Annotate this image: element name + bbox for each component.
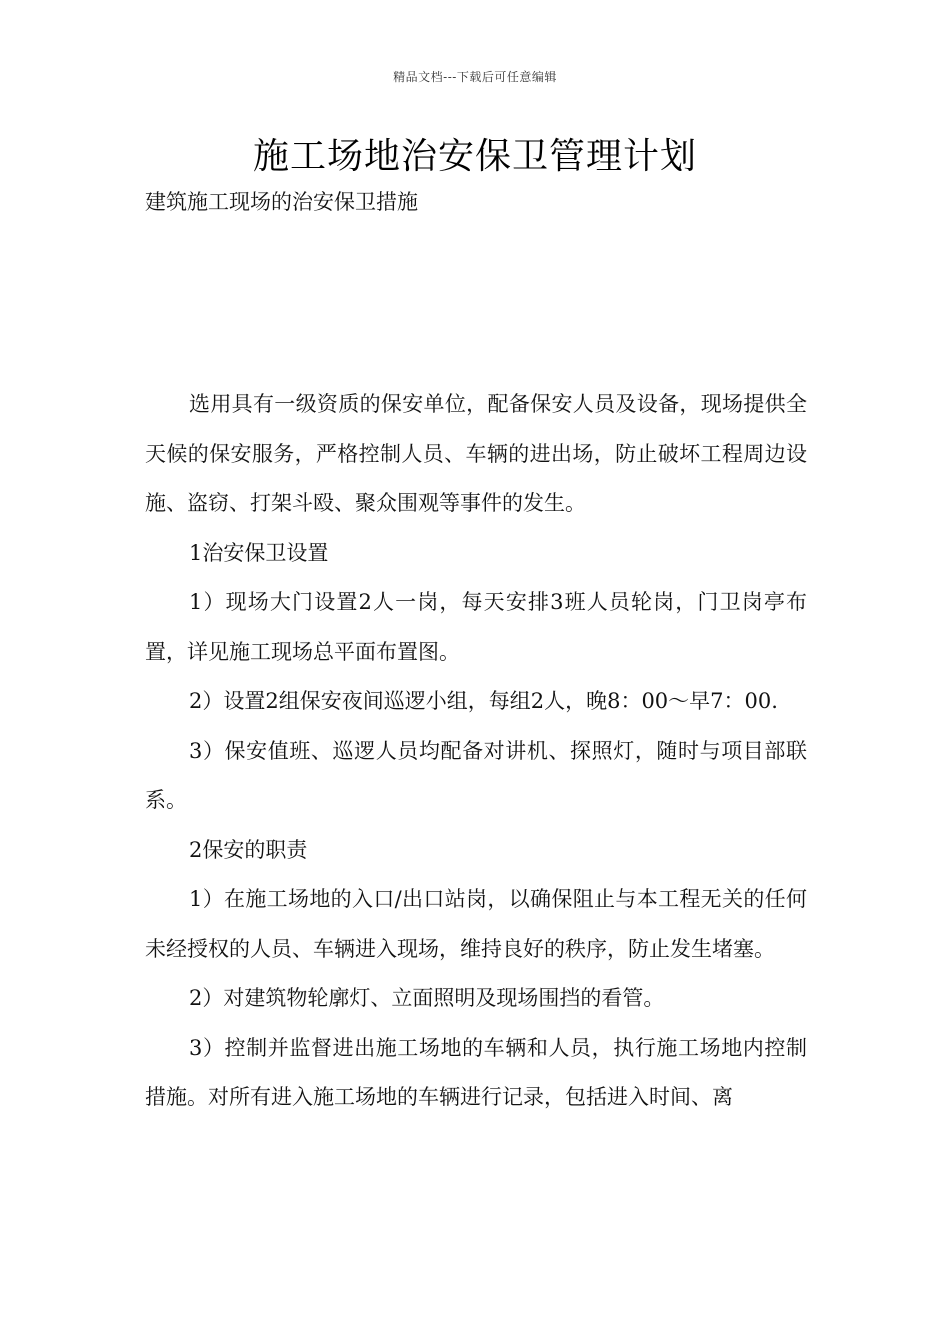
section-heading-guard-duties: 2保安的职责 <box>189 837 308 862</box>
paragraph-night-patrol: 2）设置2组保安夜间巡逻小组，每组2人，晚8：00～早7：00. <box>189 689 778 713</box>
section-heading-security-setup: 1治安保卫设置 <box>189 540 329 565</box>
paragraph-equipment: 3）保安值班、巡逻人员均配备对讲机、探照灯，随时与项目部联系。 <box>145 738 807 812</box>
document-body <box>145 380 807 1123</box>
paragraph-lighting-duty: 2）对建筑物轮廓灯、立面照明及现场围挡的看管。 <box>189 986 665 1010</box>
header-note: 精品文档---下载后可任意编辑 <box>393 70 557 84</box>
document-subtitle: 建筑施工现场的治安保卫措施 <box>145 190 418 214</box>
paragraph-intro: 选用具有一级资质的保安单位，配备保安人员及设备，现场提供全天候的保安服务，严格控制人员、车辆的进出场，防止破坏工程周边设施、盗窃、打架斗殴、聚众围观等事件的发生。 <box>145 392 807 515</box>
paragraph-entrance-duty: 1）在施工场地的入口/出口站岗，以确保阻止与本工程无关的任何未经授权的人员、车辆进入现场，维持良好的秩序，防止发生堵塞。 <box>145 887 807 961</box>
document-title: 施工场地治安保卫管理计划 <box>252 136 697 177</box>
paragraph-vehicle-control: 3）控制并监督进出施工场地的车辆和人员，执行施工场地内控制措施。对所有进入施工场地的车辆进行记录，包括进入时间、离 <box>145 1035 807 1109</box>
paragraph-gate-post: 1）现场大门设置2人一岗，每天安排3班人员轮岗，门卫岗亭布置，详见施工现场总平面布置图。 <box>145 590 807 664</box>
